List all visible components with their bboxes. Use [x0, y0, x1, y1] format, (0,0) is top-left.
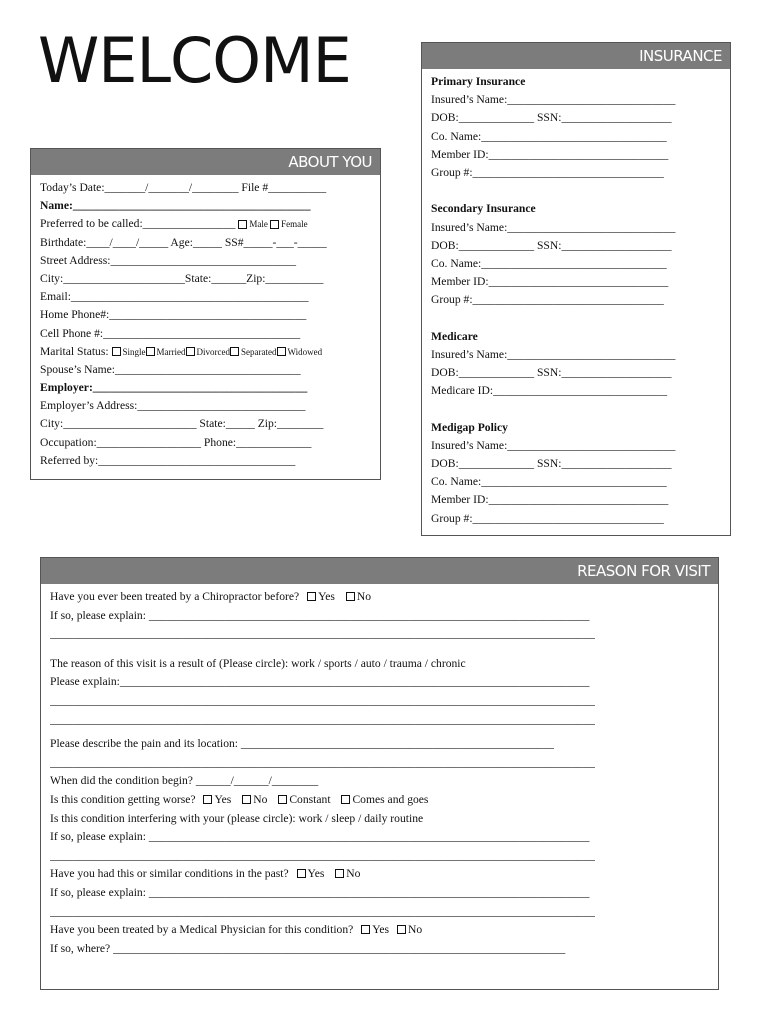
- primary-insured-name-field[interactable]: Insured’s Name:_____________________________: [431, 93, 676, 107]
- condition-begin-field[interactable]: When did the condition begin? ______/______/________: [50, 774, 319, 788]
- widowed-label: Widowed: [287, 346, 323, 357]
- similar-conditions-row: [50, 865, 710, 884]
- condition-worse-row: [50, 791, 710, 810]
- medicare-title: Medicare: [431, 329, 478, 343]
- secondary-member-id-field[interactable]: Member ID:_______________________________: [431, 275, 669, 289]
- physician-row: [50, 921, 710, 940]
- condition-worse-question: Is this condition getting worse?: [50, 792, 196, 806]
- widowed-checkbox[interactable]: [277, 347, 286, 356]
- street-address-field[interactable]: Street Address:________________________________: [40, 253, 297, 267]
- worse-no-label: No: [253, 792, 268, 806]
- secondary-insured-name-field[interactable]: Insured’s Name:_____________________________: [431, 220, 676, 234]
- worse-yes-label: Yes: [214, 792, 232, 806]
- home-phone-field[interactable]: Home Phone#:__________________________________: [40, 308, 307, 322]
- marital-status-row: [40, 343, 372, 361]
- physician-yes-checkbox[interactable]: [361, 925, 370, 934]
- physician-no-checkbox[interactable]: [397, 925, 406, 934]
- similar-yes-label: Yes: [307, 867, 325, 881]
- similar-no-label: No: [346, 867, 361, 881]
- secondary-group-field[interactable]: Group #:_________________________________: [431, 293, 664, 307]
- interfering-explain-field[interactable]: If so, please explain: ____________________________________________________________________________: [50, 830, 590, 844]
- occupation-phone-field[interactable]: Occupation:__________________ Phone:_____________: [40, 435, 312, 449]
- name-field[interactable]: Name:_________________________________________: [40, 199, 311, 213]
- pain-location-field[interactable]: Please describe the pain and its location: ______________________________________________________: [50, 737, 554, 751]
- city-state-zip-field[interactable]: City:_____________________State:______Zip:__________: [40, 271, 324, 285]
- reason-explain-field[interactable]: Please explain:_________________________________________________________________________________: [50, 675, 590, 689]
- similar-explain-line-2[interactable]: ______________________________________________________________________________________________: [50, 904, 595, 918]
- reason-explain-line-3[interactable]: ______________________________________________________________________________________________: [50, 712, 595, 726]
- similar-yes-checkbox[interactable]: [297, 869, 306, 878]
- reason-for-visit-header: REASON FOR VISIT: [41, 558, 718, 584]
- secondary-dob-ssn-field[interactable]: DOB:_____________ SSN:___________________: [431, 238, 672, 252]
- female-label: Female: [281, 219, 308, 230]
- male-label: Male: [249, 219, 268, 230]
- primary-co-name-field[interactable]: Co. Name:________________________________: [431, 129, 667, 143]
- chiropractor-question-row: [50, 588, 710, 607]
- visit-reason-question: The reason of this visit is a result of (Please circle): work / sports / auto / trauma / chronic: [50, 656, 466, 670]
- worse-no-checkbox[interactable]: [242, 795, 251, 804]
- chiro-no-label: No: [356, 590, 372, 603]
- pain-location-line-2[interactable]: ______________________________________________________________________________________________: [50, 755, 595, 769]
- chiro-yes-checkbox[interactable]: [307, 592, 316, 601]
- insurance-header: INSURANCE: [422, 43, 730, 69]
- cell-phone-field[interactable]: Cell Phone #:__________________________________: [40, 326, 301, 340]
- chiro-yes-label: Yes: [318, 590, 335, 603]
- employer-city-state-zip-field[interactable]: City:_______________________ State:_____ Zip:________: [40, 417, 324, 431]
- medigap-member-id-field[interactable]: Member ID:_______________________________: [431, 493, 669, 507]
- insurance-section: [421, 42, 731, 536]
- physician-where-field[interactable]: If so, where? ______________________________________________________________________________: [50, 941, 566, 955]
- email-field[interactable]: Email:_________________________________________: [40, 290, 309, 304]
- medigap-co-name-field[interactable]: Co. Name:________________________________: [431, 475, 667, 489]
- similar-explain-field[interactable]: If so, please explain: ____________________________________________________________________________: [50, 885, 590, 899]
- medigap-dob-ssn-field[interactable]: DOB:_____________ SSN:___________________: [431, 456, 672, 470]
- divorced-label: Divorced: [196, 346, 231, 357]
- physician-yes-label: Yes: [372, 923, 390, 937]
- chiro-explain-line-2[interactable]: ______________________________________________________________________________________________: [50, 627, 595, 641]
- comes-and-goes-label: Comes and goes: [352, 792, 429, 806]
- employer-field[interactable]: Employer:_____________________________________: [40, 381, 308, 395]
- todays-date-field[interactable]: Today’s Date:_______/_______/________ File #__________: [40, 181, 327, 194]
- worse-yes-checkbox[interactable]: [203, 795, 212, 804]
- spouse-name-field[interactable]: Spouse’s Name:________________________________: [40, 362, 301, 376]
- employer-address-field[interactable]: Employer’s Address:_____________________________: [40, 399, 306, 413]
- referred-by-field[interactable]: Referred by:__________________________________: [40, 453, 296, 467]
- condition-interfering-question: Is this condition interfering with your (please circle): work / sleep / daily routine: [50, 811, 424, 825]
- preferred-name-field[interactable]: Preferred to be called:________________: [40, 217, 236, 231]
- single-checkbox[interactable]: [112, 347, 121, 356]
- divorced-checkbox[interactable]: [186, 347, 195, 356]
- preferred-name-row: [40, 215, 372, 233]
- constant-checkbox[interactable]: [278, 795, 287, 804]
- about-you-header: ABOUT YOU: [31, 149, 380, 175]
- about-you-section: [30, 148, 381, 480]
- similar-conditions-question: Have you had this or similar conditions in the past?: [50, 867, 289, 881]
- reason-for-visit-section: [40, 557, 719, 990]
- secondary-insurance-title: Secondary Insurance: [431, 202, 536, 216]
- welcome-title: WELCOME: [38, 24, 351, 97]
- married-label: Married: [156, 346, 186, 357]
- medigap-group-field[interactable]: Group #:_________________________________: [431, 511, 664, 525]
- primary-member-id-field[interactable]: Member ID:_______________________________: [431, 147, 669, 161]
- chiro-no-checkbox[interactable]: [346, 592, 355, 601]
- separated-checkbox[interactable]: [230, 347, 239, 356]
- birthdate-field[interactable]: Birthdate:____/____/_____ Age:_____ SS#_____-___-_____: [40, 235, 327, 249]
- female-checkbox[interactable]: [270, 220, 279, 229]
- chiropractor-question: Have you ever been treated by a Chiropractor before?: [50, 590, 300, 603]
- marital-status-label: Marital Status:: [40, 344, 109, 358]
- medicare-insured-name-field[interactable]: Insured’s Name:_____________________________: [431, 347, 676, 361]
- comes-and-goes-checkbox[interactable]: [341, 795, 350, 804]
- primary-insurance-title: Primary Insurance: [431, 75, 526, 88]
- secondary-co-name-field[interactable]: Co. Name:________________________________: [431, 256, 667, 270]
- male-checkbox[interactable]: [238, 220, 247, 229]
- physician-no-label: No: [407, 923, 423, 937]
- medigap-title: Medigap Policy: [431, 420, 508, 434]
- primary-dob-ssn-field[interactable]: DOB:_____________ SSN:___________________: [431, 111, 672, 125]
- interfering-explain-line-2[interactable]: ______________________________________________________________________________________________: [50, 848, 595, 862]
- similar-no-checkbox[interactable]: [335, 869, 344, 878]
- constant-label: Constant: [289, 792, 331, 806]
- primary-group-field[interactable]: Group #:_________________________________: [431, 165, 664, 179]
- physician-question: Have you been treated by a Medical Physician for this condition?: [50, 923, 354, 937]
- separated-label: Separated: [241, 346, 277, 357]
- medigap-insured-name-field[interactable]: Insured’s Name:_____________________________: [431, 438, 676, 452]
- single-label: Single: [122, 346, 146, 357]
- medicare-id-field[interactable]: Medicare ID:______________________________: [431, 384, 668, 398]
- married-checkbox[interactable]: [146, 347, 155, 356]
- medicare-dob-ssn-field[interactable]: DOB:_____________ SSN:___________________: [431, 366, 672, 379]
- chiro-explain-field[interactable]: If so, please explain: ____________________________________________________________________________: [50, 608, 590, 622]
- reason-explain-line-2[interactable]: ______________________________________________________________________________________________: [50, 693, 595, 707]
